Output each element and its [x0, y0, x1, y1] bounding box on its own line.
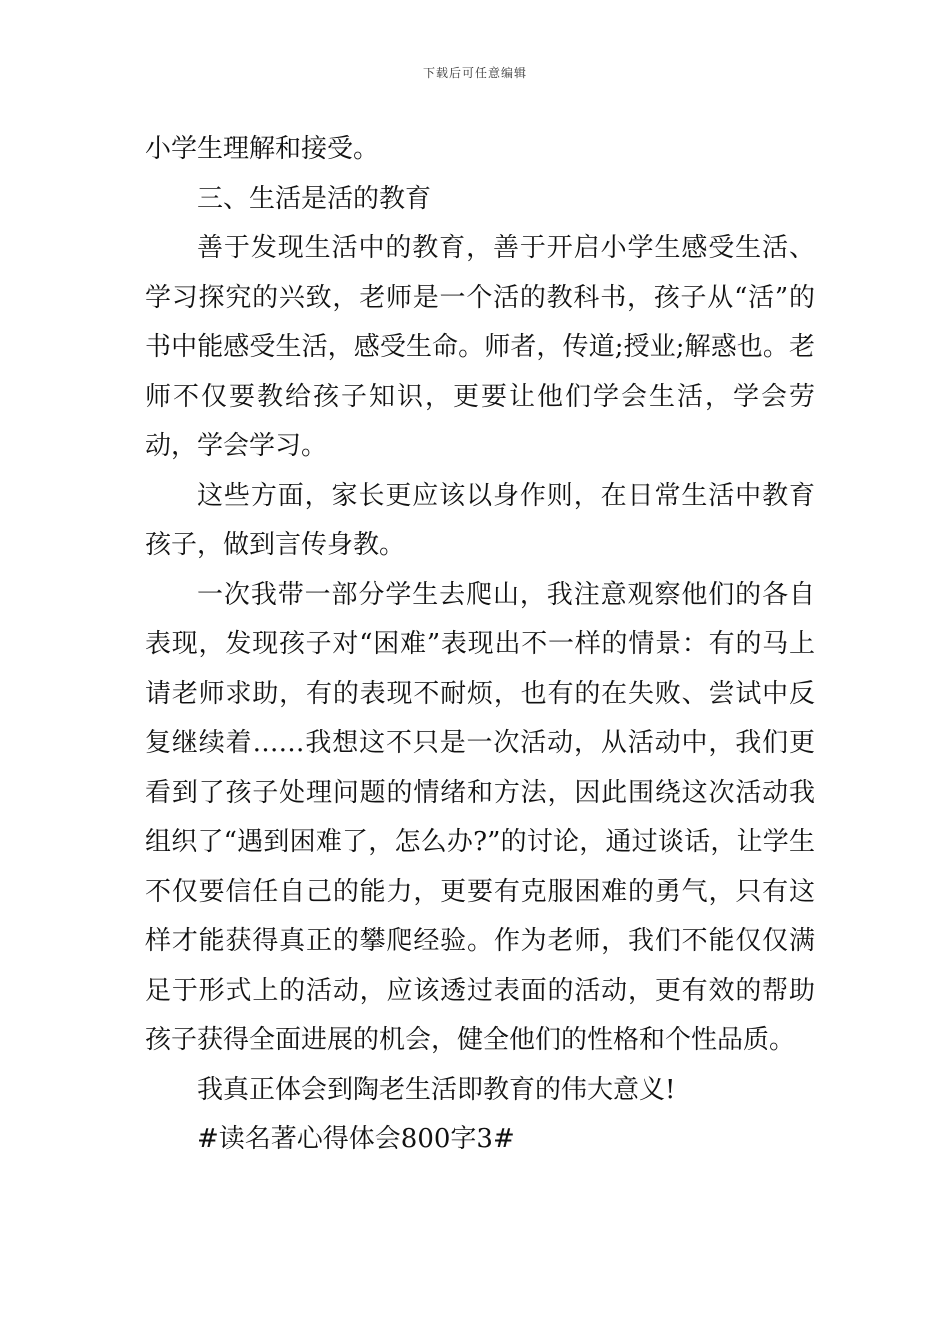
paragraph: 这些方面，家长更应该以身作则，在日常生活中教育孩子，做到言传身教。	[145, 480, 815, 560]
paragraph: 小学生理解和接受。	[145, 134, 380, 164]
document-body	[145, 125, 815, 1165]
section-heading: 三、生活是活的教育	[197, 183, 432, 214]
paragraph: 一次我带一部分学生去爬山，我注意观察他们的各自表现，发现孩子对“困难”表现出不一样的情景：有的马上请老师求助，有的表现不耐烦，也有的在失败、尝试中反复继续着……我想这不只是一次活动，从活动中，我们更看到了孩子处理问题的情绪和方法，因此围绕这次活动我组织了“遇到困难了，怎么办?”的讨论，通过谈话，让学生不仅要信任自己的能力，更要有克服困难的勇气，只有这样才能获得真正的攀爬经验。作为老师，我们不能仅仅满足于形式上的活动，应该透过表面的活动，更有效的帮助孩子获得全面进展的机会，健全他们的性格和个性品质。	[145, 579, 815, 1055]
paragraph: 善于发现生活中的教育，善于开启小学生感受生活、学习探究的兴致，老师是一个活的教科书，孩子从“活”的书中能感受生活，感受生命。师者，传道;授业;解惑也。老师不仅要教给孩子知识，更要让他们学会生活，学会劳动，学会学习。	[145, 233, 815, 461]
page-header: 下载后可任意编辑	[422, 66, 527, 80]
next-section-title: #读名著心得体会800字3#	[197, 1124, 515, 1154]
paragraph: 我真正体会到陶老生活即教育的伟大意义!	[197, 1074, 676, 1105]
